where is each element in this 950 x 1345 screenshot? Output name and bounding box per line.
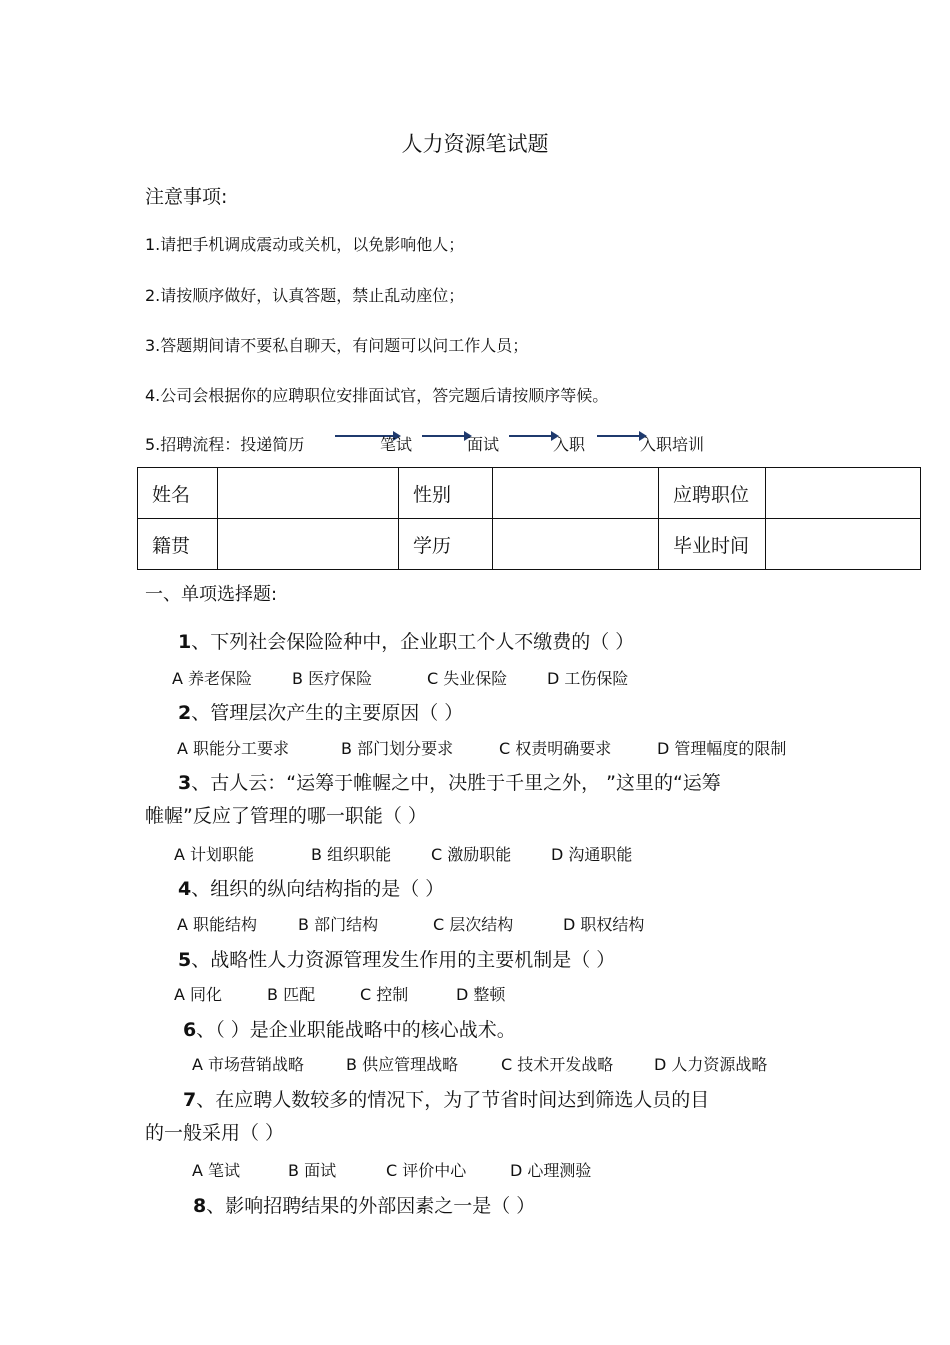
- options-3: [174, 842, 874, 864]
- page-title: 人力资源笔试题: [401, 132, 549, 156]
- notice-item-4: 4.公司会根据你的应聘职位安排面试官，答完题后请按顺序等候。: [145, 386, 609, 405]
- flow-label: 5.招聘流程：投递简历: [145, 435, 305, 454]
- option-a[interactable]: A 职能分工要求: [177, 739, 290, 758]
- applicant-info-table: [137, 467, 921, 570]
- field-graduation[interactable]: [766, 519, 921, 570]
- option-a[interactable]: A 职能结构: [177, 915, 258, 934]
- option-c[interactable]: C 权责明确要求: [499, 739, 612, 758]
- option-b[interactable]: B 部门结构: [298, 915, 379, 934]
- question-3: 3、古人云：“运筹于帷幄之中，决胜于千里之外， ”这里的“运筹: [178, 772, 721, 794]
- options-1: [172, 666, 872, 688]
- question-1: 1、下列社会保险险种中，企业职工个人不缴费的（ ）: [178, 631, 635, 653]
- options-7: [192, 1158, 892, 1180]
- option-a[interactable]: A 养老保险: [172, 669, 253, 688]
- field-position[interactable]: [766, 468, 921, 519]
- options-6: [192, 1052, 892, 1074]
- question-7-cont: 的一般采用（ ）: [145, 1122, 285, 1144]
- option-c[interactable]: C 失业保险: [427, 669, 508, 688]
- option-d[interactable]: D 管理幅度的限制: [657, 739, 787, 758]
- field-gender[interactable]: [493, 468, 659, 519]
- option-c[interactable]: C 激励职能: [431, 845, 512, 864]
- label-education: 学历: [399, 519, 493, 570]
- question-8: 8、影响招聘结果的外部因素之一是（ ）: [193, 1195, 536, 1217]
- option-d[interactable]: D 工伤保险: [547, 669, 629, 688]
- section-heading: 一、单项选择题:: [145, 584, 278, 605]
- option-b[interactable]: B 部门划分要求: [341, 739, 454, 758]
- label-gender: 性别: [399, 468, 493, 519]
- option-d[interactable]: D 沟通职能: [551, 845, 633, 864]
- flow-step-1: 笔试: [380, 435, 413, 454]
- option-a[interactable]: A 计划职能: [174, 845, 255, 864]
- notice-item-3: 3.答题期间请不要私自聊天，有问题可以问工作人员；: [145, 336, 529, 355]
- recruit-flow: [145, 430, 745, 460]
- option-b[interactable]: B 供应管理战略: [346, 1055, 459, 1074]
- label-position: 应聘职位: [659, 468, 766, 519]
- option-c[interactable]: C 评价中心: [386, 1161, 467, 1180]
- notice-item-2: 2.请按顺序做好，认真答题，禁止乱动座位；: [145, 286, 465, 305]
- option-a[interactable]: A 笔试: [192, 1161, 241, 1180]
- question-7: 7、在应聘人数较多的情况下，为了节省时间达到筛选人员的目: [183, 1089, 710, 1111]
- question-3-cont: 帷幄”反应了管理的哪一职能（ ）: [145, 805, 427, 827]
- option-b[interactable]: B 匹配: [267, 985, 316, 1004]
- label-graduation: 毕业时间: [659, 519, 766, 570]
- table-row: [138, 468, 921, 519]
- field-name[interactable]: [218, 468, 399, 519]
- option-c[interactable]: C 层次结构: [433, 915, 514, 934]
- options-5: [174, 982, 874, 1004]
- arrow-right-icon: [509, 430, 559, 442]
- question-5: 5、战略性人力资源管理发生作用的主要机制是（ ）: [178, 949, 616, 971]
- option-c[interactable]: C 控制: [360, 985, 409, 1004]
- option-a[interactable]: A 市场营销战略: [192, 1055, 305, 1074]
- question-2: 2、管理层次产生的主要原因（ ）: [178, 702, 464, 724]
- option-c[interactable]: C 技术开发战略: [501, 1055, 614, 1074]
- option-a[interactable]: A 同化: [174, 985, 223, 1004]
- options-2: [177, 736, 877, 758]
- notice-item-1: 1.请把手机调成震动或关机，以免影响他人；: [145, 235, 465, 254]
- option-d[interactable]: D 人力资源战略: [654, 1055, 768, 1074]
- notice-heading: 注意事项:: [145, 186, 228, 208]
- table-row: [138, 519, 921, 570]
- options-4: [177, 912, 877, 934]
- question-4: 4、组织的纵向结构指的是（ ）: [178, 878, 445, 900]
- flow-step-4: 入职培训: [640, 435, 705, 454]
- label-name: 姓名: [138, 468, 218, 519]
- option-b[interactable]: B 医疗保险: [292, 669, 373, 688]
- flow-step-2: 面试: [467, 435, 500, 454]
- option-d[interactable]: D 职权结构: [563, 915, 645, 934]
- flow-step-3: 入职: [553, 435, 586, 454]
- field-hometown[interactable]: [218, 519, 399, 570]
- option-b[interactable]: B 面试: [288, 1161, 337, 1180]
- option-d[interactable]: D 整顿: [456, 985, 506, 1004]
- question-6: 6、（ ）是企业职能战略中的核心战术。: [183, 1019, 516, 1041]
- arrow-right-icon: [422, 430, 472, 442]
- option-b[interactable]: B 组织职能: [311, 845, 392, 864]
- field-education[interactable]: [493, 519, 659, 570]
- label-hometown: 籍贯: [138, 519, 218, 570]
- option-d[interactable]: D 心理测验: [510, 1161, 592, 1180]
